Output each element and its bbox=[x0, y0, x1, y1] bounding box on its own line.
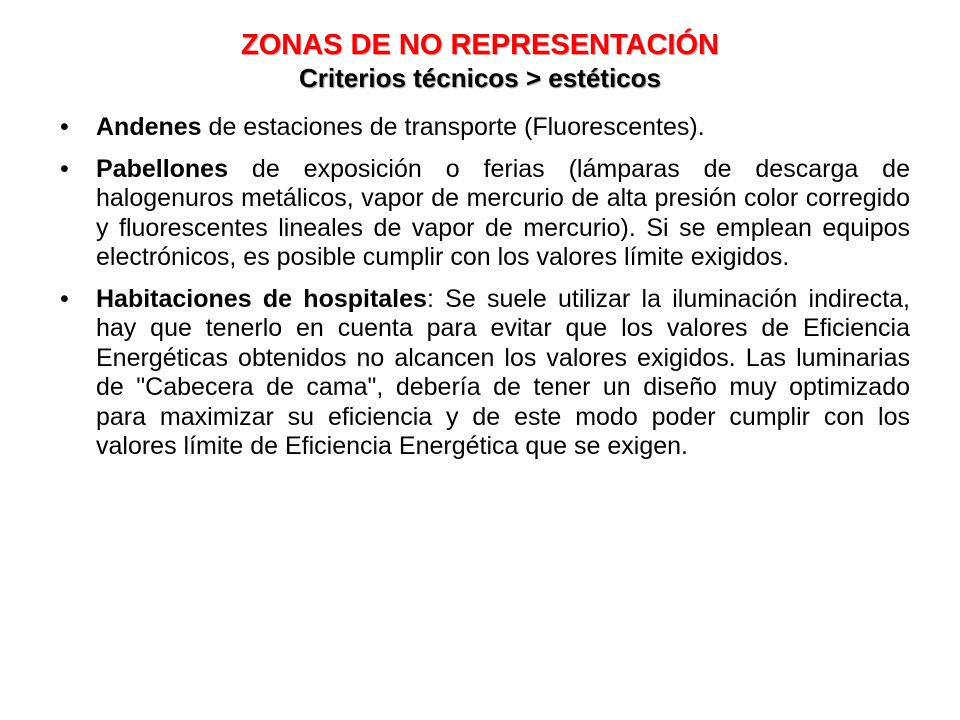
bullet-dot-icon: • bbox=[60, 284, 69, 313]
bullet-dot-icon: • bbox=[60, 154, 69, 183]
bullet-item-andenes bbox=[58, 113, 910, 143]
bullet-text: de exposición o ferias (lámparas de descarga de halogenuros metálicos, vapor de mercurio de alta presión color corregido y fluorescentes lineales de vapor de mercurio). Si se emplean equipos electrónicos, es posible cumplir con los valores límite exigidos. bbox=[96, 154, 910, 271]
bullet-text: : Se suele utilizar la iluminación indirecta, hay que tenerlo en cuenta para evitar que los valores de Eficiencia Energéticas obtenidos no alcancen los valores exigidos. Las luminarias de "Cabecera de cama", debería de tener un diseño muy optimizado para maximizar su eficiencia y de este modo poder cumplir con los valores límite de Eficiencia Energética que se exigen. bbox=[96, 284, 910, 460]
title-subheading: Criterios técnicos > estéticos bbox=[299, 62, 661, 93]
bullet-list bbox=[58, 113, 910, 474]
bullet-lead: Pabellones bbox=[96, 154, 228, 183]
title-heading: ZONAS DE NO REPRESENTACIÓN bbox=[240, 29, 719, 61]
bullet-item-pabellones bbox=[58, 155, 910, 273]
slide-title bbox=[0, 28, 960, 94]
bullet-item-habitaciones bbox=[58, 285, 910, 462]
bullet-text: de estaciones de transporte (Fluorescentes). bbox=[201, 113, 705, 141]
bullet-lead: Andenes bbox=[96, 113, 202, 141]
bullet-dot-icon: • bbox=[60, 113, 69, 141]
bullet-lead: Habitaciones de hospitales bbox=[96, 284, 427, 313]
